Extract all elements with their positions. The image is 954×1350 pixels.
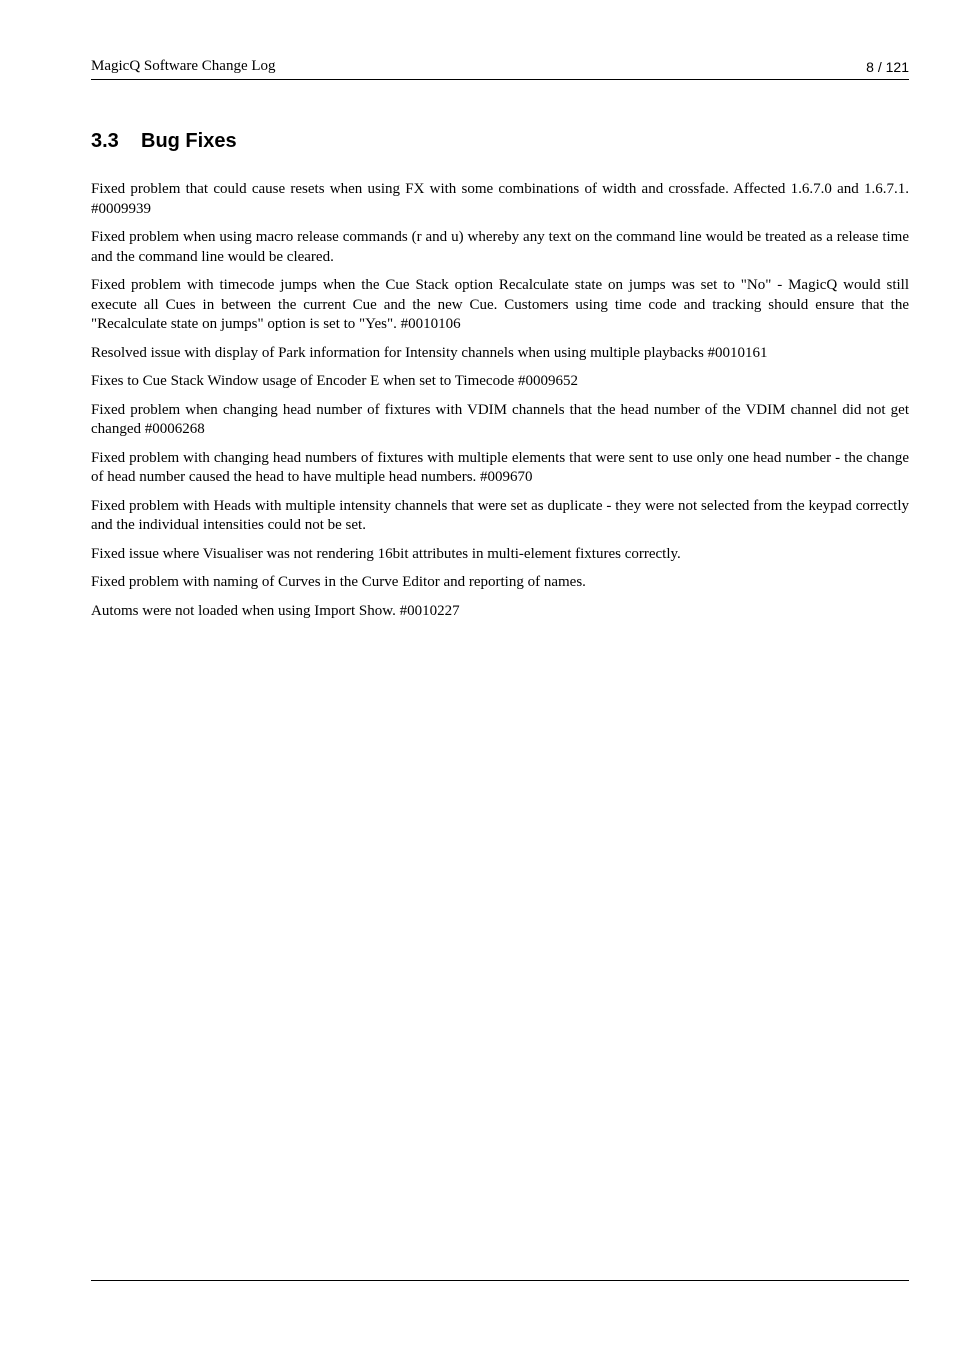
bug-fixes-section <box>91 128 909 630</box>
bug-fix-entry: Fixes to Cue Stack Window usage of Encoder E when set to Timecode #0009652 <box>91 373 578 389</box>
bug-fix-entry: Fixed problem with changing head numbers of fixtures with multiple elements that were sent to use only one head number - the change of head number caused the head to have multiple head numbers. #009670 <box>91 449 909 485</box>
section-number: 3.3 <box>91 130 119 152</box>
bug-fix-entry: Fixed problem with timecode jumps when the Cue Stack option Recalculate state on jumps was set to "No" - MagicQ would still execute all Cues in between the current Cue and the new Cue. Customers using time code and tracking should ensure that the "Recalculate state on jumps" option is set to "Yes". #0010106 <box>91 277 909 332</box>
bug-fix-entry: Resolved issue with display of Park information for Intensity channels when using multiple playbacks #0010161 <box>91 344 768 361</box>
bug-fix-entry: Fixed problem with naming of Curves in the Curve Editor and reporting of names. <box>91 574 586 590</box>
bug-fix-list <box>91 180 909 621</box>
page-footer-rule <box>91 1280 909 1281</box>
bug-fix-entry: Fixed issue where Visualiser was not rendering 16bit attributes in multi-element fixtures correctly. <box>91 545 681 562</box>
bug-fix-entry: Fixed problem when using macro release commands (r and u) whereby any text on the command line would be treated as a release time and the command line would be cleared. <box>91 229 909 265</box>
bug-fix-entry: Fixed problem with Heads with multiple intensity channels that were set as duplicate - they were not selected from the keypad correctly and the individual intensities could not be set. <box>91 497 909 533</box>
page-header <box>91 57 909 80</box>
section-title: Bug Fixes <box>141 130 237 152</box>
bug-fix-entry: Automs were not loaded when using Import Show. #0010227 <box>91 602 460 619</box>
document-title: MagicQ Software Change Log <box>91 58 276 74</box>
page-number: 8 / 121 <box>866 59 909 75</box>
bug-fix-entry: Fixed problem that could cause resets when using FX with some combinations of width and crossfade. Affected 1.6.7.0 and 1.6.7.1. #0009939 <box>91 181 909 217</box>
section-heading <box>91 128 909 154</box>
bug-fix-entry: Fixed problem when changing head number of fixtures with VDIM channels that the head number of the VDIM channel did not get changed #0006268 <box>91 401 909 437</box>
